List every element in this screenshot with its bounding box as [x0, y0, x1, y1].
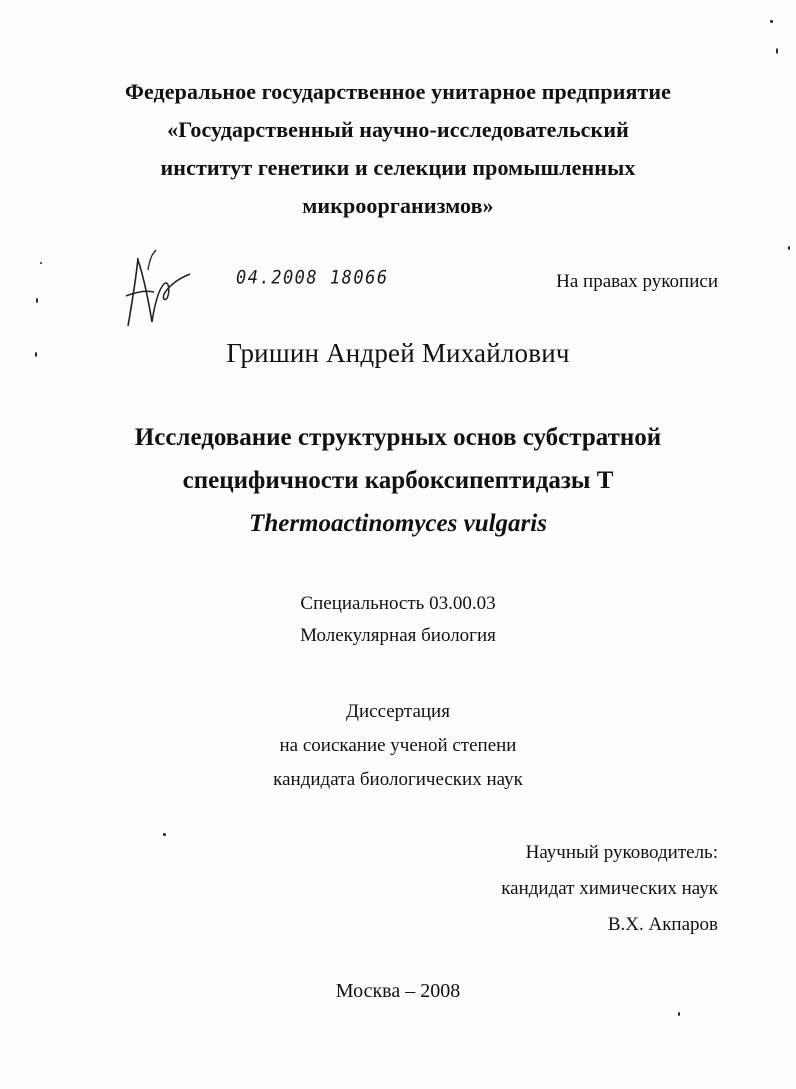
dissertation-line: кандидата биологических наук	[273, 769, 523, 790]
scan-speck	[40, 262, 42, 264]
supervisor-label: Научный руководитель:	[525, 842, 718, 863]
organization-line: «Государственный научно-исследовательский	[167, 117, 629, 142]
supervisor-block	[501, 835, 718, 943]
scan-speck	[788, 246, 790, 250]
supervisor-name: В.Х. Акпаров	[607, 914, 718, 935]
organization-header	[0, 73, 796, 225]
organization-line: институт генетики и селекции промышленных	[160, 155, 636, 180]
dissertation-info	[0, 695, 796, 797]
organization-line: Федеральное государственное унитарное предприятие	[124, 79, 672, 104]
scan-speck	[36, 298, 38, 303]
scan-speck	[678, 1012, 680, 1016]
registration-stamp: 04.2008 18066	[236, 267, 389, 289]
manuscript-rights-note: На правах рукописи	[556, 271, 718, 292]
author-name: Гришин Андрей Михайлович	[226, 338, 570, 368]
organization-line: микроорганизмов»	[302, 193, 494, 218]
dissertation-title	[0, 416, 796, 545]
scan-speck	[776, 48, 778, 54]
dissertation-line: на соискание ученой степени	[279, 735, 517, 756]
title-line: Исследование структурных основ субстратной	[134, 424, 662, 451]
scan-speck	[770, 20, 773, 23]
scan-speck	[163, 833, 166, 836]
specialty-name: Молекулярная биология	[300, 625, 496, 646]
dissertation-line: Диссертация	[346, 701, 450, 722]
title-line: специфичности карбоксипептидазы T	[182, 467, 614, 494]
supervisor-degree: кандидат химических наук	[501, 878, 718, 899]
specialty-code: Специальность 03.00.03	[300, 593, 496, 614]
specialty-block	[0, 588, 796, 652]
city-year: Москва – 2008	[335, 980, 461, 1002]
title-species: Thermoactinomyces vulgaris	[249, 510, 547, 537]
handwritten-signature	[118, 248, 198, 332]
